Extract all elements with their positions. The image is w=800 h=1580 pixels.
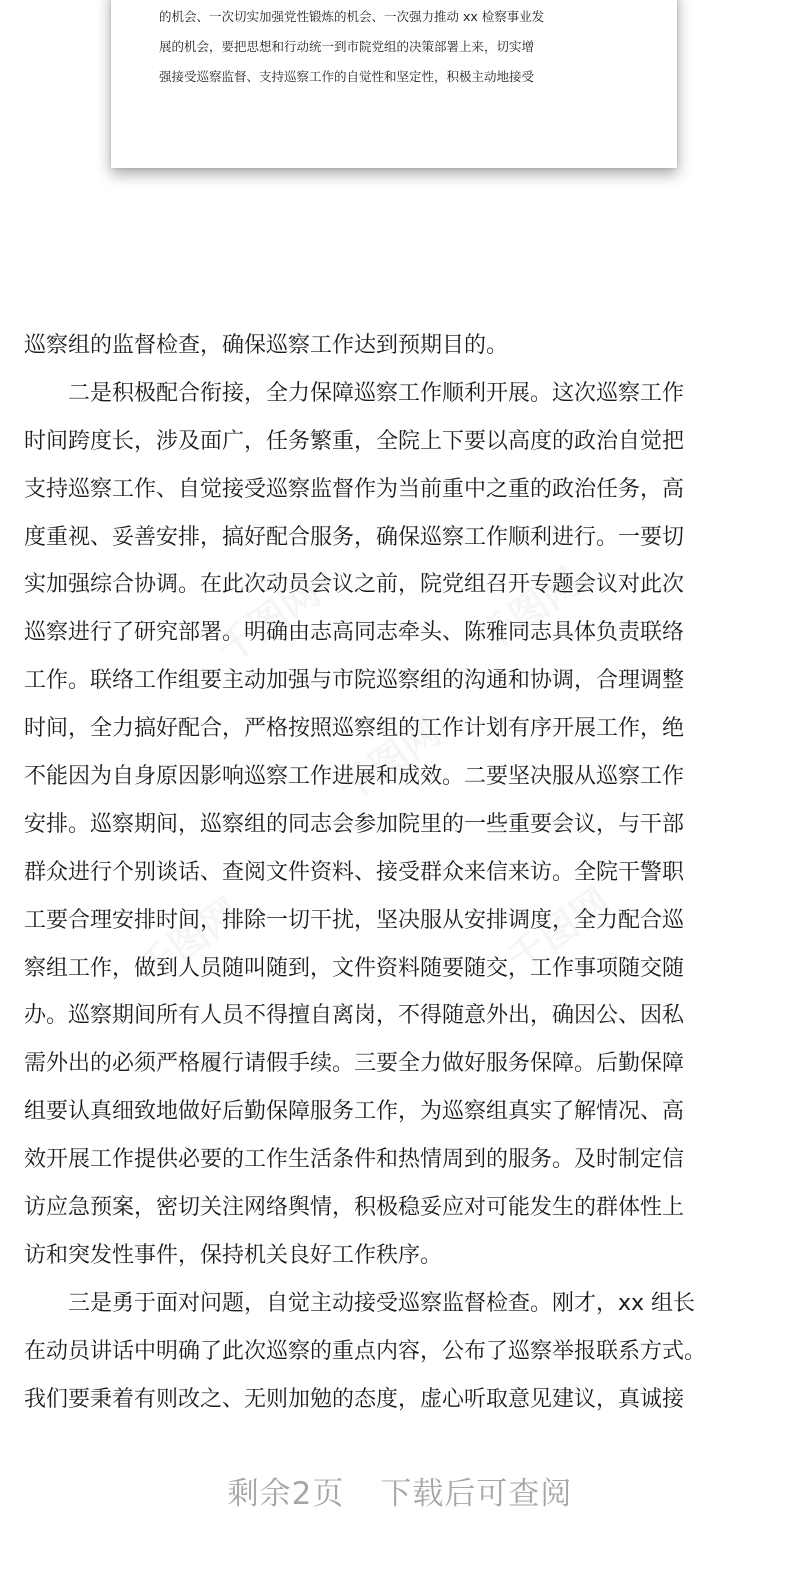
- body-line: 我们要秉着有则改之、无则加勉的态度，虚心听取意见建议，真诚接: [24, 1386, 685, 1412]
- remaining-pages-label: 剩余2页: [227, 1476, 345, 1512]
- preview-line: 的机会、一次切实加强党性锻炼的机会、一次强力推动 xx 检察事业发: [159, 9, 545, 24]
- body-line: 实加强综合协调。在此次动员会议之前，院党组召开专题会议对此次: [24, 572, 685, 598]
- body-line: 支持巡察工作、自觉接受巡察监督作为当前重中之重的政治任务，高: [24, 476, 685, 502]
- body-line: 三是勇于面对问题，自觉主动接受巡察监督检查。刚才，xx 组长: [24, 1290, 696, 1316]
- body-line: 需外出的必须严格履行请假手续。三要全力做好服务保障。后勤保障: [24, 1051, 685, 1077]
- body-line: 安排。巡察期间，巡察组的同志会参加院里的一些重要会议，与干部: [24, 811, 685, 837]
- document-body: [24, 322, 776, 1423]
- body-line: 时间跨度长，涉及面广，任务繁重，全院上下要以高度的政治自觉把: [24, 428, 685, 454]
- download-to-view-link[interactable]: 下载后可查阅: [380, 1476, 573, 1512]
- body-line: 巡察组的监督检查，确保巡察工作达到预期目的。: [24, 333, 509, 358]
- body-line: 度重视、妥善安排，搞好配合服务，确保巡察工作顺利进行。一要切: [24, 524, 685, 550]
- watermark: 千图网: [499, 879, 619, 982]
- body-line: 办。巡察期间所有人员不得擅自离岗，不得随意外出，确因公、因私: [24, 1003, 685, 1029]
- body-line: 不能因为自身原因影响巡察工作进展和成效。二要坚决服从巡察工作: [24, 764, 685, 790]
- watermark: 千图网: [129, 889, 249, 992]
- body-line: 二是积极配合衔接，全力保障巡察工作顺利开展。这次巡察工作: [24, 380, 685, 406]
- document-preview-card: [111, 0, 677, 168]
- body-line: 工作。联络工作组要主动加强与市院巡察组的沟通和协调，合理调整: [24, 668, 685, 694]
- body-line: 在动员讲话中明确了此次巡察的重点内容，公布了巡察举报联系方式。: [24, 1338, 707, 1364]
- body-line: 访和突发性事件，保持机关良好工作秩序。: [24, 1242, 443, 1268]
- watermark: 千图网: [329, 709, 449, 812]
- body-line: 访应急预案，密切关注网络舆情，积极稳妥应对可能发生的群体性上: [24, 1195, 685, 1221]
- body-line: 巡察进行了研究部署。明确由志高同志牵头、陈雅同志具体负责联络: [24, 620, 685, 646]
- watermark: 千图网: [469, 559, 589, 662]
- body-line: 效开展工作提供必要的工作生活条件和热情周到的服务。及时制定信: [24, 1147, 685, 1173]
- preview-line: 展的机会，要把思想和行动统一到市院党组的决策部署上来，切实增: [159, 39, 535, 54]
- body-line: 时间，全力搞好配合，严格按照巡察组的工作计划有序开展工作，绝: [24, 716, 685, 742]
- preview-text-block: [159, 2, 639, 92]
- body-line: 工要合理安排时间，排除一切干扰，坚决服从安排调度，全力配合巡: [24, 907, 685, 933]
- preview-line: 强接受巡察监督、支持巡察工作的自觉性和坚定性，积极主动地接受: [159, 69, 535, 84]
- download-prompt[interactable]: [0, 1468, 800, 1513]
- body-line: 群众进行个别谈话、查阅文件资料、接受群众来信来访。全院干警职: [24, 859, 685, 885]
- body-line: 组要认真细致地做好后勤保障服务工作，为巡察组真实了解情况、高: [24, 1099, 685, 1125]
- watermark: 千图网: [209, 569, 329, 672]
- body-line: 察组工作，做到人员随叫随到，文件资料随要随交，工作事项随交随: [24, 955, 685, 981]
